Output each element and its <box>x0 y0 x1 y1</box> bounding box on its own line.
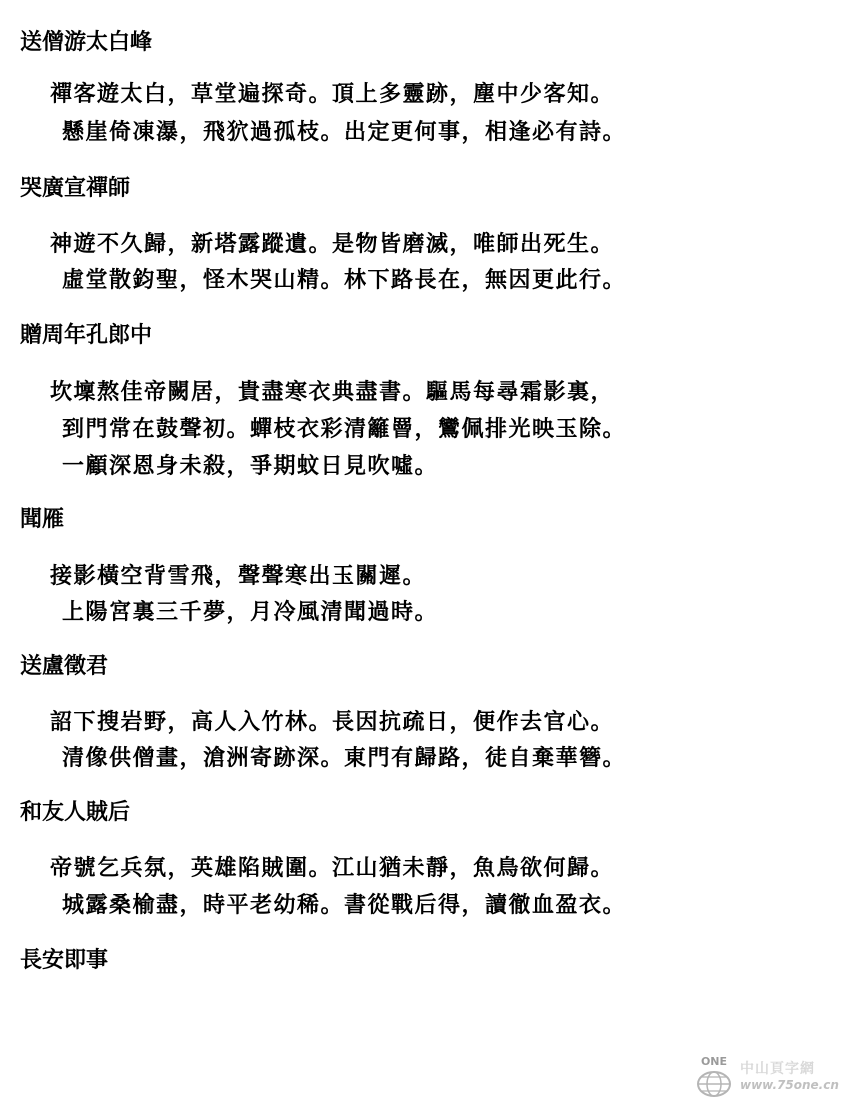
poem-line: 懸崖倚凍瀑，飛狖過孤枝。出定更何事，相逢必有詩。 <box>62 119 627 145</box>
poem-line: 到門常在鼓聲初。蟬枝衣彩清籬罾，鸞佩排光映玉除。 <box>62 416 627 442</box>
poem-line: 城露桑榆盡，時平老幼稀。書從戰后得，讀徹血盈衣。 <box>62 892 627 918</box>
poem-title: 哭廣宣禪師 <box>20 175 131 201</box>
poem-line: 帝號乞兵氛，英雄陷賊圍。江山猶未靜，魚鳥欲何歸。 <box>50 855 615 881</box>
globe-logo-icon <box>692 1054 736 1098</box>
watermark-site-name: 中山頁字網 <box>740 1061 815 1077</box>
poem-line: 神遊不久歸，新塔露蹤遺。是物皆磨滅，唯師出死生。 <box>50 231 615 257</box>
poem-line: 禪客遊太白，草堂遍探奇。頂上多靈跡，塵中少客知。 <box>50 81 615 107</box>
logo-text: ONE <box>700 1055 728 1068</box>
watermark-site-url: www.75one.cn <box>740 1078 839 1092</box>
poem-line: 詔下搜岩野，高人入竹林。長因抗疏日，便作去官心。 <box>50 709 615 735</box>
poem-title: 贈周年孔郎中 <box>20 322 153 348</box>
poem-title: 送僧游太白峰 <box>20 29 153 55</box>
poem-title: 送盧徵君 <box>20 653 109 679</box>
site-watermark <box>688 1054 850 1098</box>
poem-line: 清像供僧畫，滄洲寄跡深。東門有歸路，徒自棄華簪。 <box>62 745 627 771</box>
poem-title: 和友人賊后 <box>20 799 131 825</box>
poem-title: 長安即事 <box>20 947 109 973</box>
poem-line: 上陽宮裏三千夢，月冷風清聞過時。 <box>62 599 439 625</box>
poem-line: 坎壈熬佳帝闕居，貴盡寒衣典盡書。驅馬每尋霜影裏， <box>50 379 615 405</box>
poem-title: 聞雁 <box>20 506 65 532</box>
poem-line: 虛堂散鈞聖，怪木哭山精。林下路長在，無因更此行。 <box>62 267 627 293</box>
poem-line: 接影橫空背雪飛，聲聲寒出玉關遲。 <box>50 563 427 589</box>
poem-line: 一顧深恩身未殺，爭期蚊日見吹噓。 <box>62 453 439 479</box>
